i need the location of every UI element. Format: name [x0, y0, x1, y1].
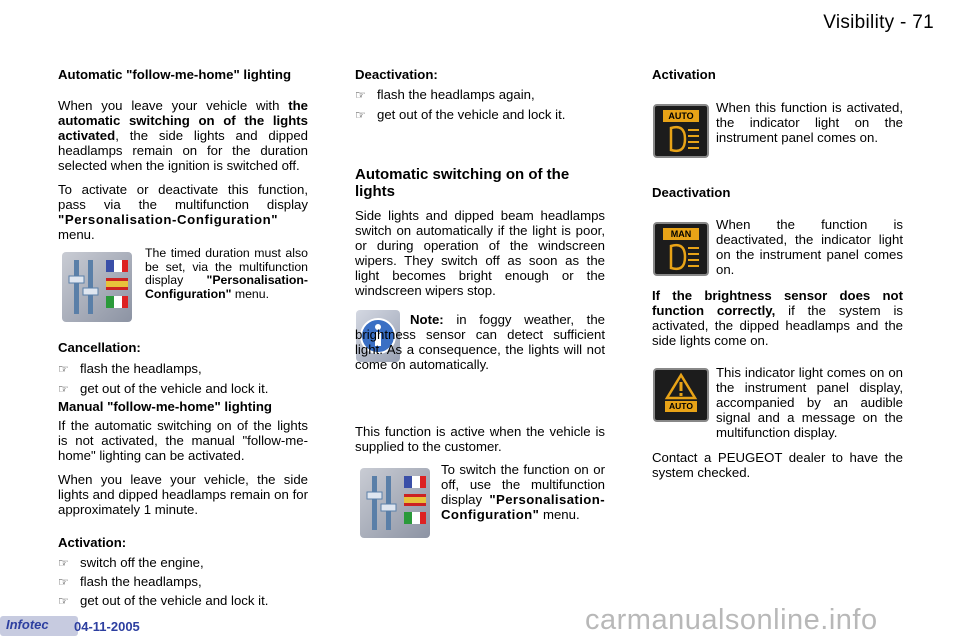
pointing-hand-icon: ☞	[58, 362, 69, 376]
timed-duration-text: The timed duration must also be set, via the multifunction display "Personalisation-Configuration" menu.	[145, 246, 308, 301]
cancel-item-2: ☞ get out of the vehicle and lock it.	[58, 381, 269, 396]
switch-function-text: To switch the function on or off, use the multifunction display "Personalisation-Configuration" menu.	[441, 462, 605, 522]
sensor-fault-warning-icon: AUTO	[653, 368, 709, 422]
footer-date: 04-11-2005	[74, 619, 140, 634]
fmh-title: Automatic "follow-me-home" lighting	[58, 67, 292, 82]
section-paragraph: Side lights and dipped beam headlamps switch on automatically if the light is poor, or during operation of the windscreen wipers. They switch off as soon as the light becomes bright enough or the windscreen wipers stop.	[355, 208, 605, 298]
activation-item-2: ☞ flash the headlamps,	[58, 574, 202, 589]
auto-lights-indicator-icon: AUTO	[653, 104, 709, 158]
fmh-paragraph: When you leave your vehicle with the automatic switching on of the lights activated, the side lights and dipped headlamps remain on for the duration selected when the ignition is switched off.	[58, 98, 308, 173]
activation-title: Activation:	[58, 535, 127, 550]
cancellation-title: Cancellation:	[58, 340, 141, 355]
deactivation-title: Deactivation:	[355, 67, 438, 82]
activation-item-3: ☞ get out of the vehicle and lock it.	[58, 593, 269, 608]
manual-lights-indicator-icon: MAN	[653, 222, 709, 276]
note-paragraph: Note: in foggy weather, the brightness sensor can detect sufficient light. As a consequence, the lights will not come on automatically.	[355, 312, 605, 372]
manual-title: Manual "follow-me-home" lighting	[58, 399, 272, 414]
warning-indicator-text: This indicator light comes on on the instrument panel display, accompanied by an audible signal and a message on the multifunction display.	[716, 365, 903, 440]
footer-brand: Infotec	[6, 617, 49, 632]
pointing-hand-icon: ☞	[355, 88, 366, 102]
pointing-hand-icon: ☞	[355, 108, 366, 122]
activation-indicator-text: When this function is activated, the indicator light on the instrument panel comes on.	[716, 100, 903, 145]
contact-dealer-paragraph: Contact a PEUGEOT dealer to have the system checked.	[652, 450, 903, 480]
active-paragraph: This function is active when the vehicle is supplied to the customer.	[355, 424, 605, 454]
watermark: carmanualsonline.info	[585, 604, 878, 636]
deact-item-1: ☞ flash the headlamps again,	[355, 87, 535, 102]
pointing-hand-icon: ☞	[58, 556, 69, 570]
manual-paragraph-2: When you leave your vehicle, the side lights and dipped headlamps remain on for approximately 1 minute.	[58, 472, 308, 517]
personalisation-menu-icon	[360, 468, 430, 538]
pointing-hand-icon: ☞	[58, 382, 69, 396]
deact-item-2: ☞ get out of the vehicle and lock it.	[355, 107, 566, 122]
manual-paragraph-1: If the automatic switching on of the lights is not activated, the manual "follow-me-home" lighting can be activated.	[58, 418, 308, 463]
page-title: Visibility - 71	[823, 12, 934, 33]
cancel-item-1: ☞ flash the headlamps,	[58, 361, 202, 376]
sensor-fault-paragraph: If the brightness sensor does not function correctly, if the system is activated, the dipped headlamps and the side lights come on.	[652, 288, 903, 348]
section-title: Automatic switching on of the lights	[355, 166, 570, 200]
activation-item-1: ☞ switch off the engine,	[58, 555, 204, 570]
deactivation-indicator-text: When the function is deactivated, the indicator light on the instrument panel comes on.	[716, 217, 903, 277]
pointing-hand-icon: ☞	[58, 594, 69, 608]
deactivation-heading: Deactivation	[652, 185, 731, 200]
personalisation-menu-icon	[62, 252, 132, 322]
pointing-hand-icon: ☞	[58, 575, 69, 589]
activate-paragraph: To activate or deactivate this function, pass via the multifunction display "Personalisation-Configuration" menu.	[58, 182, 308, 242]
activation-heading: Activation	[652, 67, 716, 82]
